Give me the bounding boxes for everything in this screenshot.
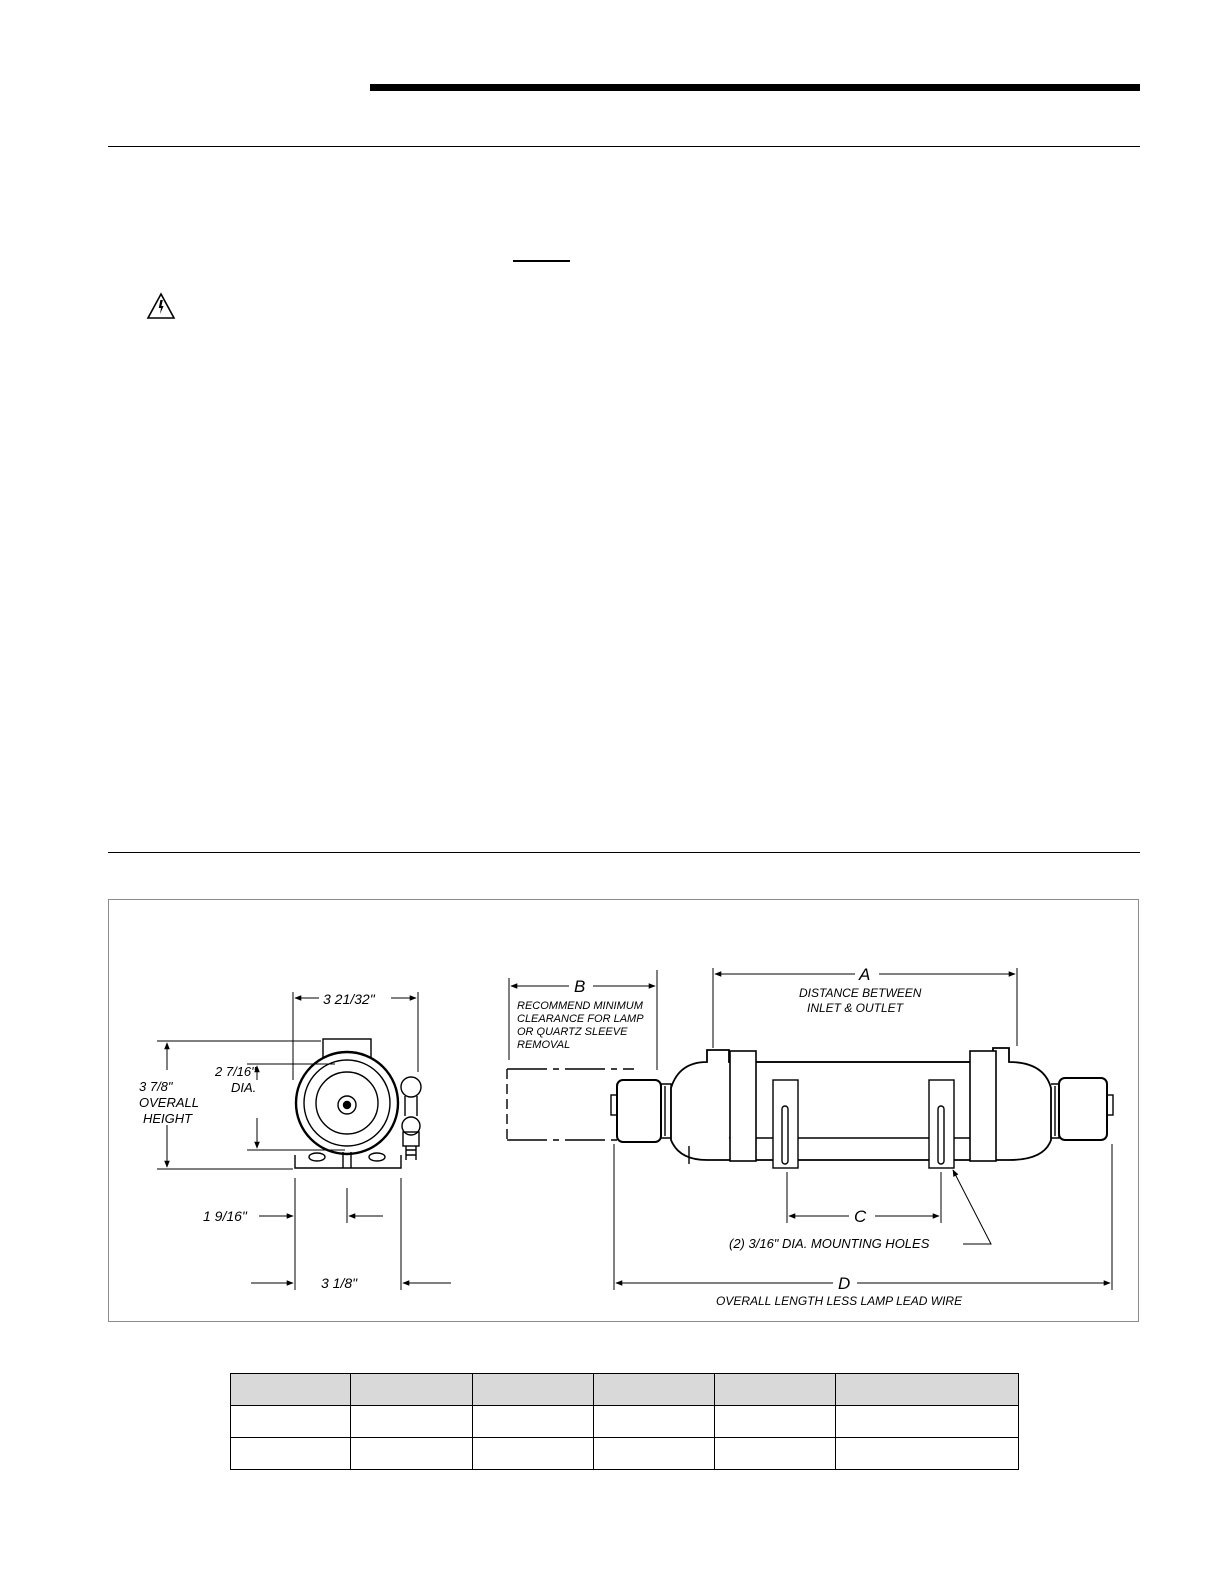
table-header-cell <box>836 1374 1019 1406</box>
dim-d-letter: D <box>838 1274 851 1293</box>
table-cell <box>715 1406 836 1438</box>
note-underline <box>513 260 570 262</box>
dim-b-label-4: REMOVAL <box>517 1039 571 1051</box>
table-cell <box>836 1406 1019 1438</box>
table-cell <box>473 1438 594 1470</box>
table-header-cell <box>473 1374 594 1406</box>
front-offset-label: 1 9/16" <box>203 1208 247 1224</box>
table-cell <box>351 1438 473 1470</box>
dimensions-table <box>230 1373 1019 1470</box>
front-base-label: 3 1/8" <box>321 1275 358 1291</box>
dim-c-letter: C <box>854 1207 867 1226</box>
header-rule-thin <box>108 146 1140 147</box>
table-cell <box>594 1406 715 1438</box>
front-width-label: 3 21/32" <box>323 991 375 1007</box>
mounting-holes-label: (2) 3/16" DIA. MOUNTING HOLES <box>729 1236 930 1251</box>
front-height-label-1: 3 7/8" <box>139 1079 173 1094</box>
dim-a-label-1: DISTANCE BETWEEN <box>799 986 922 1000</box>
table-cell <box>231 1438 351 1470</box>
front-dia-label-1: 2 7/16" <box>215 1064 256 1079</box>
table-row <box>231 1438 1019 1470</box>
front-view <box>295 1039 421 1168</box>
table-header-cell <box>715 1374 836 1406</box>
dim-b-letter: B <box>574 977 586 996</box>
front-height-label-2: OVERALL <box>139 1095 199 1110</box>
dim-d-label: OVERALL LENGTH LESS LAMP LEAD WIRE <box>716 1294 963 1308</box>
side-view <box>507 1048 1113 1168</box>
dim-b-label-1: RECOMMEND MINIMUM <box>517 1000 643 1012</box>
table-cell <box>594 1438 715 1470</box>
dim-a-letter: A <box>859 965 871 984</box>
table-header-cell <box>351 1374 473 1406</box>
electrical-hazard-icon <box>146 292 176 320</box>
table-cell <box>836 1438 1019 1470</box>
header-rule-thick <box>370 84 1140 91</box>
table-cell <box>351 1406 473 1438</box>
front-height-label-3: HEIGHT <box>143 1111 193 1126</box>
table-cell <box>473 1406 594 1438</box>
section-rule <box>108 852 1140 853</box>
table-header-cell <box>231 1374 351 1406</box>
dim-b-label-2: CLEARANCE FOR LAMP <box>517 1013 644 1025</box>
dimension-drawing <box>108 899 1139 1322</box>
dim-a-label-2: INLET & OUTLET <box>807 1001 904 1015</box>
table-header-row <box>231 1374 1019 1406</box>
table-cell <box>715 1438 836 1470</box>
dim-b-label-3: OR QUARTZ SLEEVE <box>517 1026 628 1038</box>
front-dia-label-2: DIA. <box>231 1080 257 1095</box>
front-view-dimensions <box>157 992 451 1290</box>
table-row <box>231 1406 1019 1438</box>
table-header-cell <box>594 1374 715 1406</box>
table-cell <box>231 1406 351 1438</box>
